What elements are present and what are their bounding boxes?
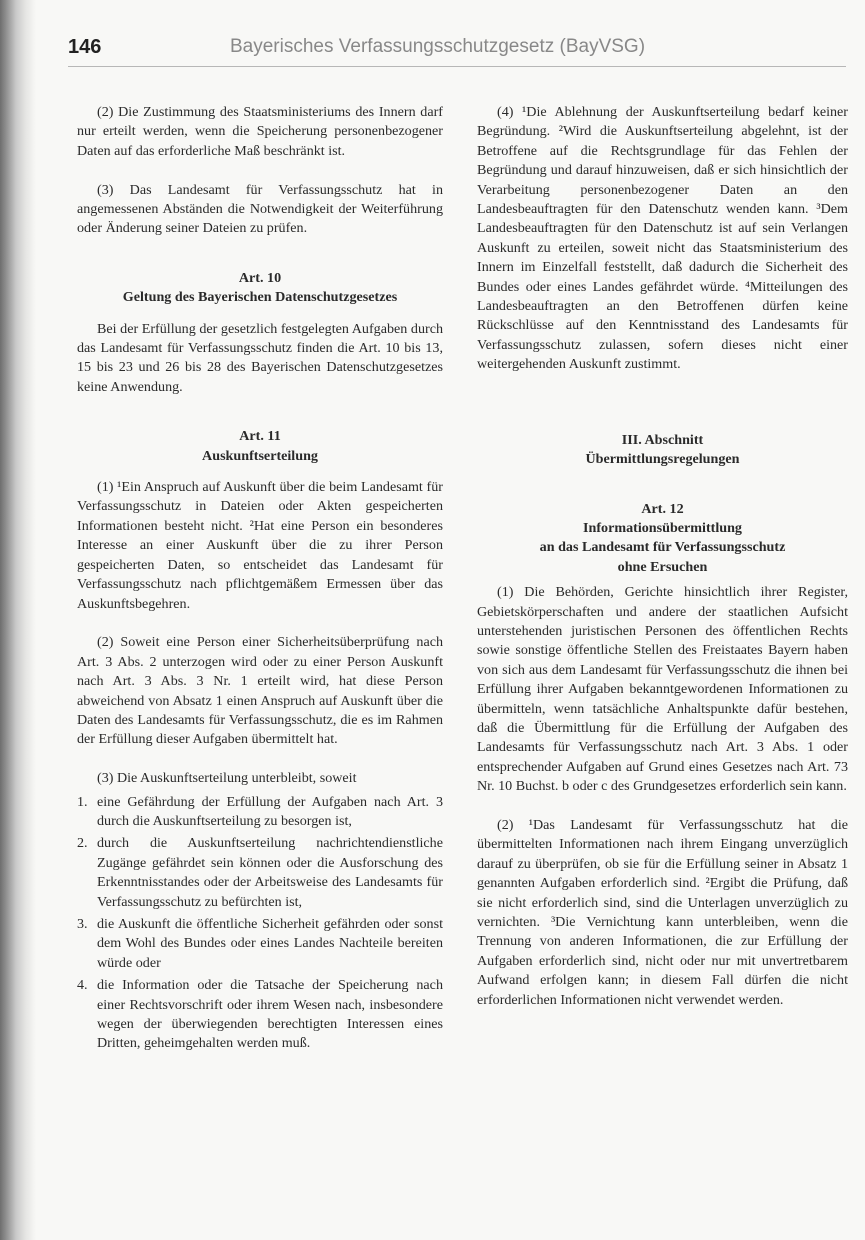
list-item: 4. die Information oder die Tatsache der Speicherung nach einer Rechtsvorschrift oder ihrem Wesen nach, insbesondere wegen der überwiegenden berechtigten Interessen eines Dritten, geheimgehalten werden muß. bbox=[77, 977, 443, 1052]
page-number: 146 bbox=[68, 36, 102, 58]
art11-title: Auskunftserteilung bbox=[202, 447, 318, 464]
art11-number: Art. 11 bbox=[239, 428, 281, 445]
art11-paragraph-1: (1) ¹Ein Anspruch auf Auskunft über die beim Landesamt für Verfassungsschutz in Dateien oder Akten gespeicherten Informationen besteht nicht. ²Hat eine Person ein besonderes Interesse an einer Auskunft über die zu ihrer Person gespeicherten Daten, so entscheidet das Landesamt für Verfassungsschutz nach pflichtgemäßem Ermessen über das Auskunftsbegehren. bbox=[77, 479, 443, 612]
art12-title-line-3: ohne Ersuchen bbox=[617, 558, 708, 575]
art12-number: Art. 12 bbox=[641, 500, 684, 517]
section-title: Übermittlungsregelungen bbox=[585, 451, 740, 468]
art12-paragraph-2: (2) ¹Das Landesamt für Verfassungsschutz hat die übermittelten Informationen nach ihrem Eingang unverzüglich darauf zu überprüfen, ob sie für die Erfüllung seiner in Absatz 1 genannten Aufgaben erforderlich sind. ²Ergibt die Prüfung, daß sie nicht erforderlich sind, sind die Unterlagen unverzüglich zu vernichten. ³Die Vernichtung kann unterbleiben, wenn die Trennung von anderen Informationen, die zur Erfüllung der Aufgaben erforderlich sind, nicht oder nur mit unvertretbarem Aufwand erfolgen kann; in diesem Fall dürfen die nicht erforderlichen Informationen nicht verwendet werden. bbox=[477, 816, 848, 1008]
list-item: 1. eine Gefährdung der Erfüllung der Aufgaben nach Art. 3 durch die Auskunftserteilung zu besorgen ist, bbox=[77, 793, 443, 829]
right-column bbox=[477, 103, 848, 1010]
art11-paragraph-3-intro: (3) Die Auskunftserteilung unterbleibt, soweit bbox=[97, 770, 357, 787]
art9-paragraph-3: (3) Das Landesamt für Verfassungsschutz hat in angemessenen Abständen die Notwendigkeit der Weiterführung oder Änderung seiner Dateien zu prüfen. bbox=[77, 181, 443, 237]
art12-title-line-2: an das Landesamt für Verfassungsschutz bbox=[539, 539, 786, 556]
art10-text: Bei der Erfüllung der gesetzlich festgelegten Aufgaben durch das Landesamt für Verfassungsschutz finden die Art. 10 bis 13, 15 bis 23 und 26 bis 28 des Bayerischen Datenschutzgesetzes keine Anwendung. bbox=[77, 320, 443, 395]
left-column bbox=[77, 103, 443, 1057]
art11-exceptions-list bbox=[77, 793, 443, 1054]
running-title: Bayerisches Verfassungsschutzgesetz (BayVSG) bbox=[230, 36, 646, 57]
list-item: 3. die Auskunft die öffentliche Sicherheit gefährden oder sonst dem Wohl des Bundes oder eines Landes Nachteile bereiten würde oder bbox=[77, 915, 443, 971]
art12-paragraph-1: (1) Die Behörden, Gerichte hinsichtlich ihrer Register, Gebietskörperschaften und andere der staatlichen Aufsicht unterstehenden juristischen Personen des öffentlichen Rechts sowie sonstige öffentliche Stellen des Freistaates Bayern haben von sich aus dem Landesamt für Verfassungsschutz die ihnen bei Erfüllung ihrer Aufgaben bekanntgewordenen Informationen zu übermitteln, wenn tatsächliche Anhaltspunkte dafür bestehen, daß die Übermittlung für die Erfüllung der Aufgaben des Landesamts für Verfassungsschutz nach Art. 3 Abs. 1 oder entsprechender Aufgaben auf Grund eines Gesetzes nach Art. 73 Nr. 10 Buchst. b oder c des Grundgesetzes erforderlich sein kann. bbox=[477, 584, 848, 795]
art9-paragraph-2: (2) Die Zustimmung des Staatsministeriums des Innern darf nur erteilt werden, wenn die Speicherung personenbezogener Daten auf das erforderliche Maß beschränkt ist. bbox=[77, 104, 443, 159]
list-item: 2. durch die Auskunftserteilung nachrichtendienstliche Zugänge gefährdet sein können oder die Ausforschung des Erkenntnisstandes oder der Arbeitsweise des Landesamts für Verfassungsschutz zu befürchten ist, bbox=[77, 835, 443, 910]
art12-title-line-1: Informationsübermittlung bbox=[583, 519, 742, 536]
art11-paragraph-2: (2) Soweit eine Person einer Sicherheitsüberprüfung nach Art. 3 Abs. 2 unterzogen wird oder zu einer Person Auskunft nach Art. 3 Abs. 3 Nr. 1 erteilt wird, hat diese Person abweichend von Absatz 1 einen Anspruch auf Auskunft über die Daten des Landesamts für Verfassungsschutz, die es im Rahmen der Erfüllung dieser Aufgaben übermittelt hat. bbox=[77, 634, 443, 748]
book-binding-shadow bbox=[0, 0, 36, 1240]
page-header bbox=[68, 34, 846, 67]
art10-number: Art. 10 bbox=[238, 269, 282, 286]
art11-paragraph-4: (4) ¹Die Ablehnung der Auskunftserteilung bedarf keiner Begründung. ²Wird die Auskunftserteilung abgelehnt, ist der Betroffene auf die Rechtsgrundlage für das Fehlen der Begründung und darauf hinzuweisen, daß er sich hinsichtlich der Verarbeitung personenbezogener Daten an den Landesbeauftragten für den Datenschutz wenden kann. ³Dem Landesbeauftragten für den Datenschutz ist auf sein Verlangen Auskunft zu erteilen, soweit nicht das Staatsministerium des Innern im Einzelfall feststellt, daß dadurch die Sicherheit des Bundes oder eines Landes gefährdet würde. ⁴Mitteilungen des Landesbeauftragten an den Betroffenen dürfen keine Rückschlüsse auf den Kenntnisstand des Landesamts für Verfassungsschutz zulassen, sofern dieses nicht einer weitergehenden Auskunft zustimmt. bbox=[477, 104, 848, 373]
section-number: III. Abschnitt bbox=[621, 431, 704, 448]
art10-title: Geltung des Bayerischen Datenschutzgesetzes bbox=[122, 289, 398, 306]
